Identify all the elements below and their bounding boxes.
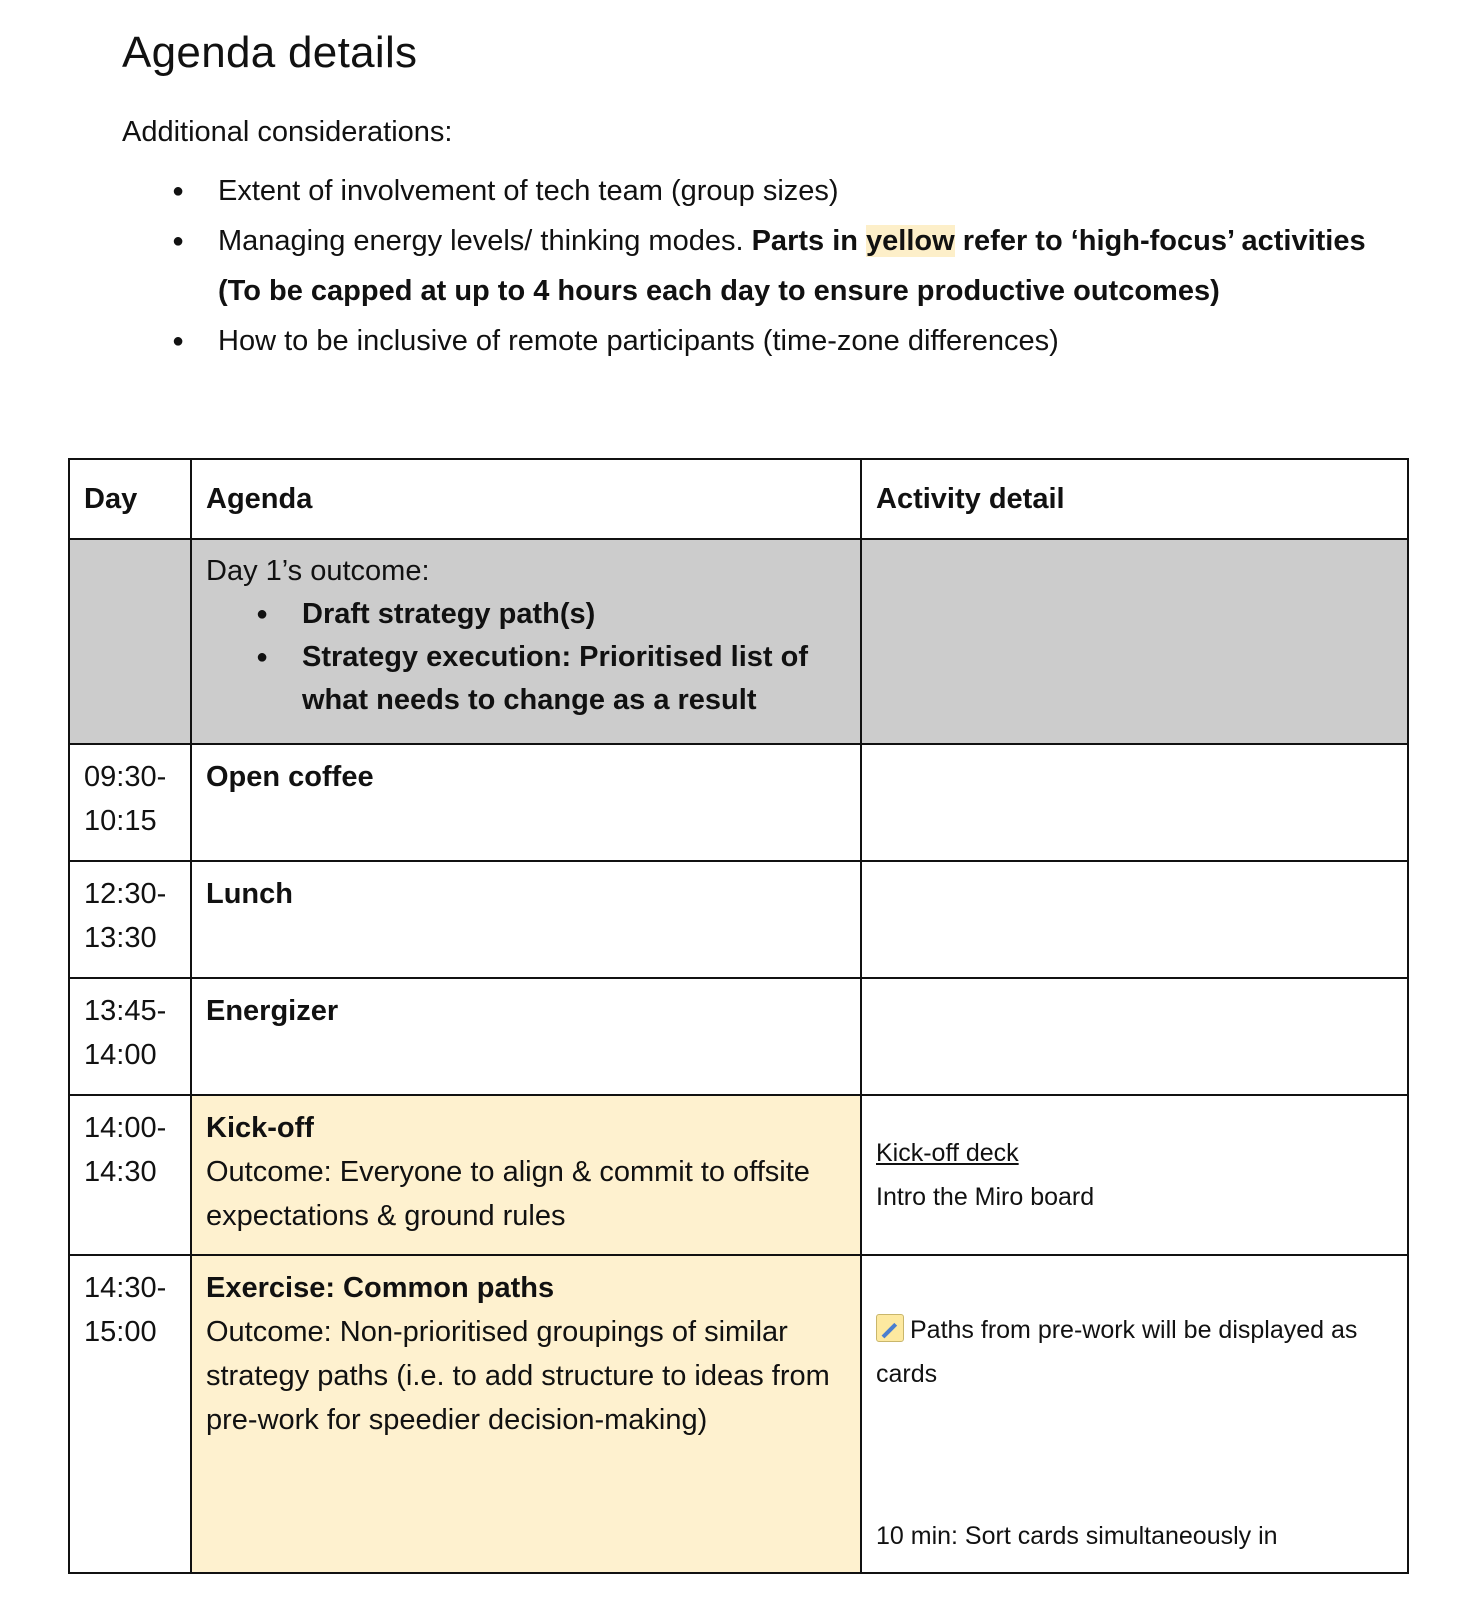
detail-cell	[861, 539, 1408, 744]
list-item: ● Managing energy levels/ thinking modes. Parts in yellow refer to ‘high-focus’ activities (To be capped at up to 4 hours each day to ensure productive outcomes)	[122, 216, 1402, 316]
agenda-cell	[191, 539, 861, 744]
table-row	[69, 539, 1408, 744]
agenda-cell: Kick-off Outcome: Everyone to align & commit to offsite expectations & ground rules	[191, 1095, 861, 1255]
detail-cell: Kick-off deck Intro the Miro board	[861, 1095, 1408, 1255]
agenda-cell: Open coffee	[191, 744, 861, 861]
list-item: ● How to be inclusive of remote participants (time-zone differences)	[122, 316, 1402, 366]
considerations-list	[122, 166, 1402, 366]
detail-cell	[861, 861, 1408, 978]
agenda-cell: Lunch	[191, 861, 861, 978]
outcome-label: Day 1’s outcome:	[206, 555, 430, 587]
day-cell: 14:30- 15:00	[69, 1255, 191, 1573]
list-item: ● Extent of involvement of tech team (group sizes)	[122, 166, 1402, 216]
list-item: ● Draft strategy path(s)	[206, 593, 846, 636]
table-row	[69, 744, 1408, 861]
table-header-row	[69, 459, 1408, 539]
day-cell: 12:30- 13:30	[69, 861, 191, 978]
agenda-cell: Exercise: Common paths Outcome: Non-prioritised groupings of similar strategy paths (i.e. to add structure to ideas from pre-work for speedier decision-making)	[191, 1255, 861, 1573]
header-agenda: Agenda	[191, 459, 861, 539]
list-item: ● Strategy execution: Prioritised list of what needs to change as a result	[206, 636, 846, 722]
detail-cell	[861, 744, 1408, 861]
highlighted-word: yellow	[866, 225, 955, 257]
day-cell: 14:00- 14:30	[69, 1095, 191, 1255]
detail-cell: Paths from pre-work will be displayed as cards 10 min: Sort cards simultaneously in	[861, 1255, 1408, 1573]
table-row	[69, 1095, 1408, 1255]
outcome-list	[206, 593, 846, 722]
day-cell: 13:45- 14:00	[69, 978, 191, 1095]
day-cell	[69, 539, 191, 744]
page-title: Agenda details	[122, 28, 418, 77]
kick-off-deck-link[interactable]: Kick-off deck	[876, 1139, 1019, 1167]
table-row	[69, 861, 1408, 978]
considerations-intro: Additional considerations:	[122, 116, 453, 148]
header-day: Day	[69, 459, 191, 539]
day-cell: 09:30- 10:15	[69, 744, 191, 861]
detail-cell	[861, 978, 1408, 1095]
table-row	[69, 1255, 1408, 1573]
memo-icon	[876, 1314, 904, 1342]
table-row	[69, 978, 1408, 1095]
agenda-cell: Energizer	[191, 978, 861, 1095]
agenda-table	[68, 458, 1409, 1574]
header-activity-detail: Activity detail	[861, 459, 1408, 539]
